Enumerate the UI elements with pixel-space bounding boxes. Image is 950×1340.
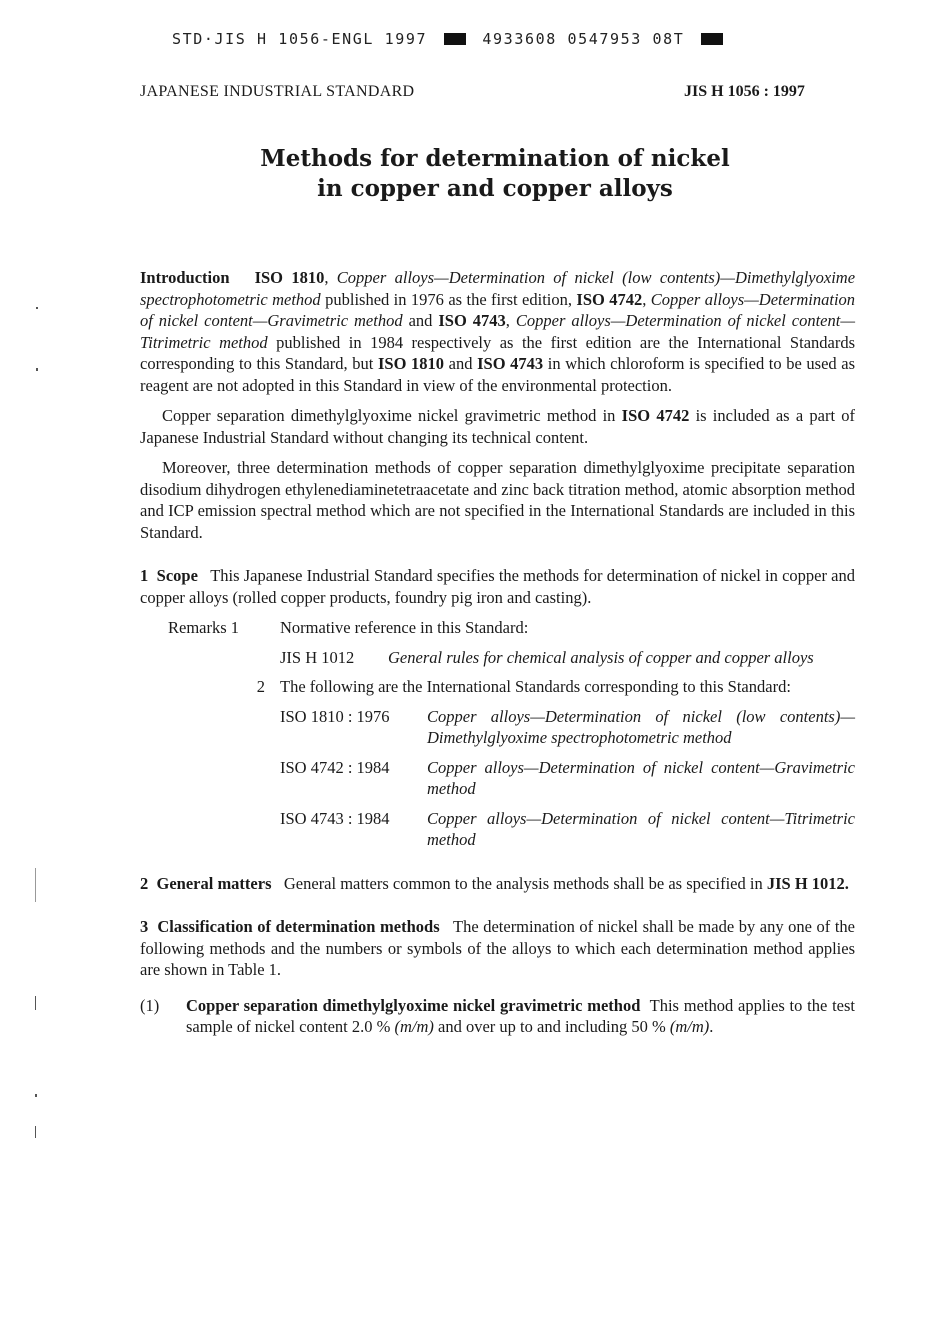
scope-section bbox=[140, 565, 855, 608]
item-text bbox=[186, 995, 855, 1038]
classification-heading: Classification of determination methods bbox=[157, 917, 440, 936]
ref-iso4743: ISO 4743 bbox=[477, 354, 544, 373]
general-text: General matters common to the analysis methods shall be as specified in bbox=[283, 873, 763, 893]
iso-ref-title-text: Copper alloys—Determination of nickel content—Titrimetric method bbox=[427, 808, 855, 849]
fax-suffix: 4933608 0547953 08T bbox=[482, 30, 685, 48]
iso-ref-code: ISO 4742 : 1984 bbox=[280, 757, 390, 777]
fax-header-line bbox=[172, 30, 772, 48]
method-heading: Copper separation dimethylglyoxime nickel gravimetric method bbox=[186, 995, 641, 1015]
standard-code: JIS H 1056 : 1997 bbox=[684, 83, 805, 100]
item-number: (1) bbox=[140, 995, 160, 1015]
intro-text: published in 1976 as the first edition, bbox=[325, 289, 572, 309]
scan-line bbox=[35, 996, 36, 1010]
scan-speck bbox=[35, 1094, 37, 1097]
scan-line bbox=[35, 1126, 36, 1138]
intro-text: is included as a part of Japanese Industrial Standard without changing its technical content. bbox=[140, 406, 856, 447]
redaction-block bbox=[444, 33, 466, 45]
jis-ref-title-text: General rules for chemical analysis of copper and copper alloys bbox=[388, 647, 814, 667]
iso-ref-title bbox=[427, 757, 855, 800]
method-text: and over up to and including 50 % bbox=[438, 1017, 666, 1036]
method-text: . bbox=[709, 1017, 714, 1036]
iso-ref-code: ISO 1810 : 1976 bbox=[280, 706, 390, 726]
remarks-block bbox=[140, 617, 855, 851]
method-item-1 bbox=[140, 995, 855, 1038]
intro-text: in which chloroform is specified to be used as reagent are not adopted in this Standard in view of the environmental protection. bbox=[140, 354, 856, 395]
page-title bbox=[140, 144, 850, 204]
jis-ref-code: JIS H 1012 bbox=[280, 647, 355, 667]
scan-speck bbox=[36, 368, 38, 371]
remarks-label: Remarks 1 bbox=[168, 618, 240, 637]
ref-iso1810: ISO 1810 bbox=[378, 354, 445, 373]
general-heading: General matters bbox=[156, 873, 272, 893]
section-number: 2 bbox=[140, 873, 149, 893]
title-line-1: Methods for determination of nickel bbox=[260, 145, 730, 172]
remark-1 bbox=[140, 617, 855, 639]
ref-iso4743: ISO 4743 bbox=[438, 311, 506, 330]
unit: (m/m) bbox=[669, 1017, 710, 1036]
unit: (m/m) bbox=[394, 1017, 434, 1036]
fax-prefix: STD·JIS H 1056-ENGL 1997 bbox=[172, 30, 428, 48]
iso-ref-code: ISO 4743 : 1984 bbox=[280, 808, 390, 828]
document-body bbox=[140, 267, 855, 1038]
iso-reference bbox=[280, 757, 855, 800]
intro-paragraph-2 bbox=[140, 405, 855, 448]
intro-heading: Introduction bbox=[140, 268, 230, 287]
scan-speck bbox=[36, 307, 38, 309]
classification-section bbox=[140, 916, 855, 981]
iso-ref-title bbox=[427, 706, 855, 749]
intro-text: and bbox=[408, 311, 433, 330]
ref-jis-h1012: JIS H 1012. bbox=[766, 873, 849, 893]
method-text: This method applies to the test sample of nickel content 2.0 % bbox=[186, 995, 856, 1036]
remark-2-text: The following are the International Standards corresponding to this Standard: bbox=[280, 677, 791, 696]
intro-text: and bbox=[448, 354, 473, 373]
intro-paragraph: Introduction ISO 1810, Copper alloys—Determination of nickel (low contents)—Dimethylglyoxime spectrophotometric method published in 1976 as the first edition, ISO 4742, Copper alloys—Determination of nickel content—Gravimetric method and ISO 4743, Copper alloys—Determination of nickel content—Titrimetric method published in 1984 respectively as the first edition are the International Standards corresponding to this Standard, but ISO 1810 and ISO 4743 in which chloroform is specified to be used as reagent are not adopted in this Standard in view of the environmental protection. bbox=[140, 268, 856, 395]
iso-ref-title-text: Copper alloys—Determination of nickel content—Gravimetric method bbox=[427, 757, 855, 798]
intro-text: Copper separation dimethylglyoxime nickel gravimetric method in bbox=[162, 406, 616, 425]
normative-reference bbox=[280, 647, 855, 669]
iso-ref-title bbox=[427, 808, 855, 851]
intro-paragraph-3: Moreover, three determination methods of copper separation dimethylglyoxime precipitate separation disodium dihydrogen ethylenediaminetetraacetate and zinc back titration method, atomic absorption method and ICP emission spectral method which are not specified in the International Standards are included in this Standard. bbox=[140, 458, 855, 542]
remark-1-text: Normative reference in this Standard: bbox=[280, 618, 529, 637]
scan-line bbox=[35, 868, 36, 902]
iso1810-title: Copper alloys—Determination of nickel (low contents)—Dimethylglyoxime spectrophotometric method bbox=[140, 268, 856, 309]
intro-text: published in 1984 respectively as the first edition are the International Standards corresponding to this Standard, but bbox=[140, 332, 856, 373]
remark-2 bbox=[140, 676, 855, 698]
ref-iso4742: ISO 4742 bbox=[576, 289, 643, 309]
general-matters-section bbox=[140, 873, 855, 895]
remark-2-number: 2 bbox=[256, 677, 265, 696]
iso-reference bbox=[280, 808, 855, 851]
standard-org: JAPANESE INDUSTRIAL STANDARD bbox=[140, 83, 415, 100]
section-number: 1 bbox=[140, 566, 149, 585]
scope-heading: Scope bbox=[156, 566, 198, 585]
section-number: 3 bbox=[140, 917, 149, 936]
scope-text: This Japanese Industrial Standard specifies the methods for determination of nickel in copper and copper alloys (rolled copper products, foundry pig iron and casting). bbox=[140, 566, 855, 607]
iso-ref-title-text: Copper alloys—Determination of nickel (low contents)—Dimethylglyoxime spectrophotometric method bbox=[427, 706, 855, 747]
ref-iso4742: ISO 4742 bbox=[621, 406, 690, 425]
classification-text: The determination of nickel shall be made by any one of the following methods and the numbers or symbols of the alloys to which each determination method applies are shown in Table 1. bbox=[140, 917, 855, 979]
ref-iso1810: ISO 1810 bbox=[254, 268, 325, 287]
iso4743-title: Copper alloys—Determination of nickel content—Titrimetric method bbox=[140, 311, 856, 352]
jis-ref-title bbox=[388, 647, 855, 669]
iso4742-title: Copper alloys—Determination of nickel content—Gravimetric method bbox=[140, 289, 856, 330]
redaction-block bbox=[701, 33, 723, 45]
iso-reference bbox=[280, 706, 855, 749]
title-line-2: in copper and copper alloys bbox=[317, 175, 673, 202]
